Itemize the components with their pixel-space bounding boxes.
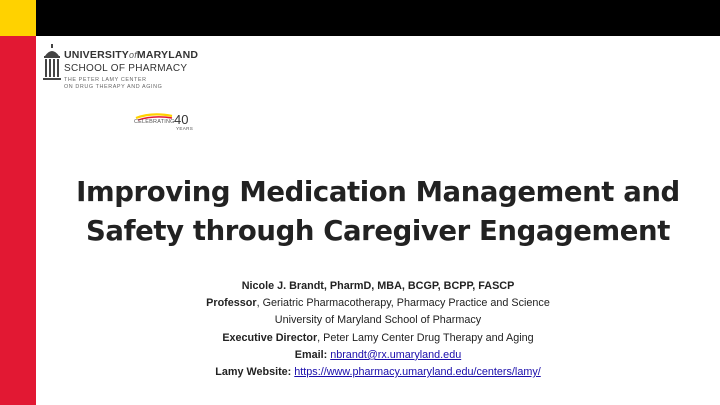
- website-label: Lamy Website:: [215, 366, 292, 379]
- title-line-2: Safety through Caregiver Engagement: [86, 215, 670, 247]
- role1-text: , Geriatric Pharmacotherapy, Pharmacy Practice and Science: [256, 297, 550, 310]
- presenter-role-1: [36, 295, 720, 312]
- logo-university-name: UNIVERSITYofMARYLAND: [64, 49, 199, 61]
- title-line-1: Improving Medication Management and: [76, 176, 680, 208]
- presenter-org: University of Maryland School of Pharmacy: [274, 314, 482, 327]
- logo-center-line2: ON DRUG THERAPY AND AGING: [64, 84, 163, 90]
- top-black-bar: [0, 0, 720, 36]
- dome-columns-icon: [42, 44, 62, 84]
- logo-school-name: SCHOOL OF PHARMACY: [64, 63, 188, 74]
- corner-gold-block: [0, 0, 36, 36]
- role1-label: Professor: [206, 297, 257, 310]
- anniversary-unit: YEARS: [176, 126, 194, 131]
- logo-center-line1: THE PETER LAMY CENTER: [64, 77, 147, 83]
- left-red-bar: [0, 0, 36, 405]
- university-logo: [42, 44, 212, 100]
- anniversary-number: 40: [174, 112, 189, 127]
- email-label: Email:: [294, 348, 328, 361]
- presenter-info: [36, 278, 720, 381]
- presenter-name: Nicole J. Brandt, PharmD, MBA, BCGP, BCPP, FASCP: [241, 280, 515, 292]
- role2-text: , Peter Lamy Center Drug Therapy and Aging: [317, 331, 534, 344]
- slide-title: [36, 173, 720, 251]
- anniversary-badge: [134, 111, 214, 135]
- email-link[interactable]: nbrandt@rx.umaryland.edu: [330, 348, 462, 361]
- role2-label: Executive Director: [222, 331, 318, 344]
- anniversary-label: CELEBRATING: [134, 119, 175, 125]
- presenter-role-2: [36, 330, 720, 347]
- website-link[interactable]: https://www.pharmacy.umaryland.edu/centers/lamy/: [294, 366, 541, 379]
